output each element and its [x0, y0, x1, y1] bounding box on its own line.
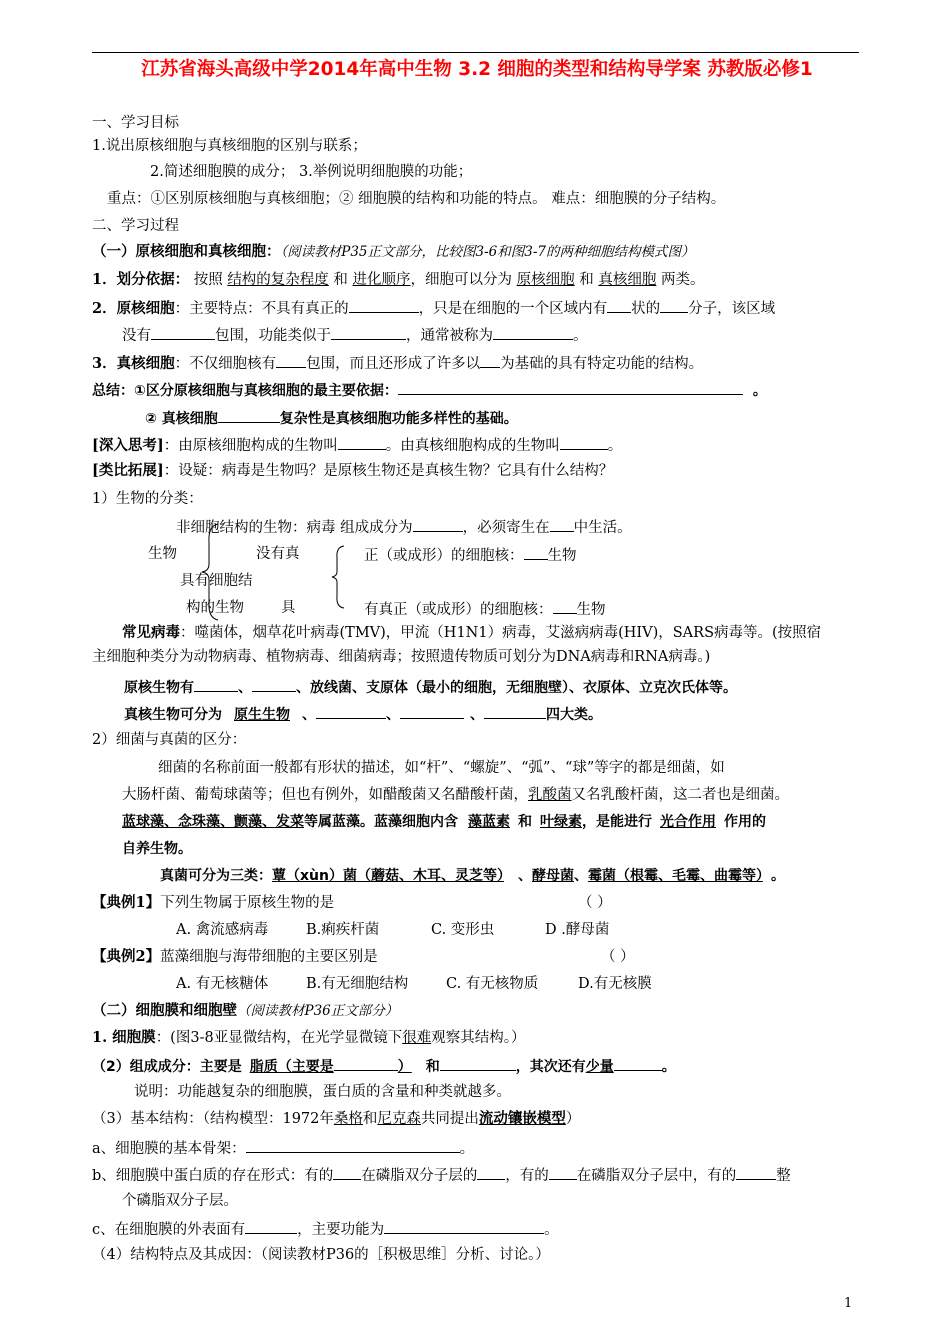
- answer-small-amount: 少量: [585, 1059, 614, 1075]
- text: 和: [362, 1111, 378, 1127]
- text: 包围，功能类似于: [215, 328, 331, 344]
- prokaryote-line-1: [92, 297, 775, 319]
- fill-blank[interactable]: [276, 352, 306, 368]
- text: 生物: [547, 548, 577, 564]
- composition-line: [92, 1055, 676, 1077]
- answer-fluid-mosaic-model: 流动镶嵌模型: [478, 1111, 566, 1127]
- text: ，有的: [505, 1168, 549, 1184]
- fill-blank[interactable]: [316, 703, 386, 719]
- fill-blank[interactable]: [246, 1137, 460, 1153]
- option-a[interactable]: A. 有无核糖体: [176, 976, 269, 992]
- text: 观察其结构。）: [431, 1030, 526, 1046]
- text: 正（或成形）的细胞核：: [364, 548, 524, 564]
- fill-blank[interactable]: [484, 703, 546, 719]
- fill-blank[interactable]: [560, 434, 608, 450]
- membrane-note: 说明：功能越复杂的细胞膜，蛋白质的含量和种类就越多。: [134, 1084, 511, 1100]
- text: a、细胞膜的基本骨架：: [92, 1141, 246, 1157]
- text: 。由真核细胞构成的生物叫: [385, 438, 560, 454]
- text: ，必须寄生在: [462, 520, 550, 536]
- text: 和: [425, 1059, 440, 1075]
- basis-text: 和: [579, 272, 594, 288]
- text: 、放线菌、支原体（最小的细胞，无细胞壁）、衣原体、立克次氏体等。: [296, 680, 737, 696]
- skeleton-line: [92, 1137, 474, 1159]
- text: 、: [386, 707, 400, 723]
- text: 状的: [631, 301, 661, 317]
- text: 。: [770, 868, 785, 884]
- bacteria-naming-2: [122, 785, 789, 805]
- no-true-label: 没有真: [256, 546, 300, 562]
- example-2-label: 【典例2】: [92, 948, 161, 965]
- basis-text: 按照: [193, 272, 223, 288]
- basis-line: [92, 270, 704, 290]
- answer-complexity: 结构的复杂程度: [227, 272, 329, 288]
- bacteria-fungi-title: 2）细菌与真菌的区分：: [92, 732, 247, 748]
- text: ，主要功能为: [297, 1222, 385, 1238]
- right-brace: [330, 544, 346, 610]
- text: ② 真核细胞: [145, 411, 218, 427]
- text: 中生活。: [573, 520, 632, 536]
- answer-lipids: 脂质（主要是: [249, 1059, 334, 1075]
- objective-1: 1.说出原核细胞与真核细胞的区别与联系；: [92, 138, 367, 154]
- text: 。: [544, 1222, 559, 1238]
- answer-singer: 桑格: [333, 1111, 363, 1127]
- text: 在磷脂双分子层中，有的: [576, 1168, 737, 1184]
- prokaryote-label: 2．原核细胞: [92, 300, 175, 317]
- fill-blank[interactable]: [660, 297, 688, 313]
- header-rule: [92, 52, 859, 53]
- text: 。: [661, 1059, 676, 1075]
- cellular-label-1: 具有细胞结: [180, 573, 253, 589]
- example-2-answer-slot[interactable]: （ ）: [601, 949, 635, 965]
- text: 总结：①区分原核细胞与真核细胞的最主要依据：: [92, 383, 398, 399]
- fill-blank[interactable]: [333, 1164, 361, 1180]
- cyanobacteria-line: [122, 812, 766, 832]
- structural-features-line: （4）结构特点及其成因：（阅读教材P36的［积极思维］分析、讨论。）: [92, 1247, 550, 1263]
- example-1-label: 【典例1】: [92, 894, 161, 911]
- text: 、: [573, 868, 588, 884]
- answer-lactobacillus: 乳酸菌: [528, 787, 572, 803]
- text: 分子，该区域: [688, 301, 776, 317]
- text: 。: [607, 438, 623, 454]
- basis-text: 两类。: [660, 272, 705, 288]
- text: ：噬菌体，烟草花叶病毒(TMV)，甲流（H1N1）病毒，艾滋病病毒(HIV)，SARS病毒等。(按照宿: [180, 625, 822, 641]
- basis-text: ，细胞可以分为: [410, 272, 513, 288]
- option-a[interactable]: A. 禽流感病毒: [176, 922, 269, 938]
- analogy-label: [类比拓展]: [92, 462, 164, 479]
- protein-forms-line-1: [92, 1164, 791, 1186]
- fill-blank[interactable]: [151, 324, 215, 340]
- text: 在磷脂双分子层的: [361, 1168, 478, 1184]
- section-heading-objectives: 一、学习目标: [92, 115, 179, 131]
- summary-2: [145, 407, 518, 429]
- answer-mushrooms: 蕈（xùn）菌（蘑菇、木耳、灵芝等）: [272, 868, 504, 884]
- text: 复杂性是真核细胞功能多样性的基础。: [279, 411, 518, 427]
- fill-blank[interactable]: [334, 1055, 398, 1071]
- part2-heading: [92, 1001, 398, 1021]
- text: 、: [517, 868, 532, 884]
- analogy-extension: [92, 461, 613, 481]
- fill-blank[interactable]: [400, 703, 464, 719]
- text: 整: [776, 1168, 791, 1184]
- text: ：由原核细胞构成的生物叫: [163, 438, 338, 454]
- fill-blank[interactable]: [550, 516, 574, 532]
- fill-blank[interactable]: [477, 1164, 505, 1180]
- fill-blank[interactable]: [493, 324, 573, 340]
- common-viruses: [122, 623, 821, 643]
- left-brace: [200, 522, 220, 622]
- section-heading-process: 二、学习过程: [92, 218, 179, 234]
- protein-forms-line-2: 个磷脂双分子层。: [122, 1193, 238, 1209]
- text: 和: [518, 814, 532, 830]
- text: 包围，而且还形成了许多以: [306, 356, 481, 372]
- page-number: 1: [844, 1296, 853, 1311]
- text: 生物: [576, 602, 606, 618]
- example-1-question: [92, 893, 334, 913]
- text: 、: [470, 707, 484, 723]
- text: b、细胞膜中蛋白质的存在形式：有的: [92, 1168, 334, 1184]
- text: 没有: [122, 328, 151, 344]
- fill-blank[interactable]: [218, 407, 280, 423]
- fill-blank[interactable]: [607, 297, 631, 313]
- part1-note: （阅读教材P35正文部分，比较图3-6和图3-7的两种细胞结构模式图）: [280, 244, 695, 260]
- prokaryote-organisms: [124, 676, 737, 698]
- text: ，只是在细胞的一个区域内有: [418, 301, 608, 317]
- algae-list: 蓝球藻、念珠藻、颤藻、发菜: [122, 814, 304, 830]
- fill-blank[interactable]: [549, 1164, 577, 1180]
- text: 非细胞结构的生物：病毒 组成成分为: [176, 520, 413, 536]
- option-c[interactable]: C. 有无核物质: [446, 976, 539, 992]
- text: ）: [397, 1059, 412, 1075]
- have-label: 具: [281, 600, 296, 616]
- text: 、: [302, 707, 316, 723]
- text: 原核生物有: [124, 680, 194, 696]
- common-viruses-label: 常见病毒: [122, 624, 180, 641]
- fill-blank[interactable]: [480, 352, 500, 368]
- basis-label: 1．划分依据：: [92, 271, 190, 288]
- text: 为基础的具有特定功能的结构。: [500, 356, 704, 372]
- text: 。: [752, 383, 767, 399]
- text: 。: [459, 1141, 475, 1157]
- prokaryote-branch: [364, 544, 577, 566]
- fill-blank[interactable]: [398, 379, 743, 395]
- basic-structure-line: [92, 1109, 580, 1129]
- text: 四大类。: [546, 707, 602, 723]
- answer-photosynthesis: 光合作用: [660, 814, 716, 830]
- autotroph-line: 自养生物。: [122, 841, 192, 857]
- part1-title: （一）原核细胞和真核细胞：: [92, 243, 281, 260]
- text: 蓝藻细胞与海带细胞的主要区别是: [160, 949, 378, 965]
- part2-note: （阅读教材P36正文部分）: [237, 1003, 399, 1019]
- answer-yeast: 酵母菌: [531, 868, 574, 884]
- answer-chlorophyll: 叶绿素: [540, 814, 582, 830]
- part1-heading: [92, 242, 695, 262]
- text: 有真正（或成形）的细胞核：: [364, 602, 553, 618]
- text: 、: [238, 680, 252, 696]
- option-b[interactable]: B.有无细胞结构: [306, 976, 409, 992]
- summary-1: [92, 379, 767, 401]
- option-d[interactable]: D .酵母菌: [545, 922, 610, 938]
- text: ：设疑：病毒是生物吗？是原核生物还是真核生物？它具有什么结构？: [163, 463, 614, 479]
- text: ，其次还有: [515, 1059, 586, 1075]
- eukaryote-organisms: [124, 703, 602, 725]
- membrane-line: [92, 1028, 525, 1048]
- answer-molds: 霉菌（根霉、毛霉、曲霉等）: [587, 868, 763, 884]
- text: 作用的: [724, 814, 766, 830]
- text: 真菌可分为三类：: [160, 868, 272, 884]
- glycocalyx-line: [92, 1218, 559, 1240]
- text: 。: [573, 328, 588, 344]
- option-c[interactable]: C. 变形虫: [431, 922, 495, 938]
- answer-nicolson: 尼克森: [377, 1111, 421, 1127]
- part2-title: （二）细胞膜和细胞壁: [92, 1002, 237, 1019]
- deep-thinking-label: [深入思考]: [92, 437, 164, 454]
- answer-phycocyanin: 藻蓝素: [468, 814, 510, 830]
- fill-blank[interactable]: [338, 434, 386, 450]
- noncellular-line: [176, 516, 632, 538]
- cellular-label-2: 构的生物: [186, 600, 244, 616]
- classification-title: 1）生物的分类：: [92, 491, 203, 507]
- fill-blank[interactable]: [194, 676, 238, 692]
- page-title: 江苏省海头高级中学2014年高中生物 3.2 细胞的类型和结构导学案 苏教版必修1: [141, 59, 813, 80]
- fill-blank[interactable]: [331, 324, 406, 340]
- text: 等属蓝藻。蓝藻细胞内含: [304, 814, 458, 830]
- text: ，是能进行: [582, 814, 652, 830]
- text: 大肠杆菌、葡萄球菌等；但也有例外，如醋酸菌又名醋酸杆菌，: [122, 787, 528, 803]
- prokaryote-line-2: [122, 324, 588, 346]
- option-d[interactable]: D.有无核膜: [578, 976, 652, 992]
- common-viruses-cont: 主细胞种类分为动物病毒、植物病毒、细菌病毒；按照遗传物质可划分为DNA病毒和RNA病毒。): [92, 649, 711, 665]
- text: c、在细胞膜的外表面有: [92, 1222, 246, 1238]
- answer-hard: 很难: [402, 1030, 432, 1046]
- text: ，通常被称为: [406, 328, 493, 344]
- answer-evolution: 进化顺序: [352, 272, 411, 288]
- fill-blank[interactable]: [440, 1055, 516, 1071]
- fill-blank[interactable]: [384, 1218, 544, 1234]
- membrane-label: 1. 细胞膜: [92, 1029, 156, 1046]
- example-1-answer-slot[interactable]: （ ）: [578, 895, 612, 911]
- text: ：不仅细胞核有: [174, 356, 277, 372]
- fill-blank[interactable]: [524, 544, 548, 560]
- fill-blank[interactable]: [349, 297, 419, 313]
- eukaryote-label: 3．真核细胞: [92, 355, 175, 372]
- fill-blank[interactable]: [413, 516, 463, 532]
- option-b[interactable]: B.痢疾杆菌: [306, 922, 380, 938]
- text: ：(图3-8亚显微结构，在光学显微镜下: [155, 1030, 403, 1046]
- fill-blank[interactable]: [245, 1218, 297, 1234]
- answer-eukaryotic: 真核细胞: [598, 272, 657, 288]
- eukaryote-branch: [364, 598, 606, 620]
- text: 真核生物可分为: [124, 707, 222, 723]
- key-points: 重点：①区别原核细胞与真核细胞；② 细胞膜的结构和功能的特点。 难点：细胞膜的分子结构。: [107, 191, 726, 207]
- text: ）: [565, 1111, 581, 1127]
- text: （3）基本结构：（结构模型：1972年: [92, 1111, 334, 1127]
- fill-blank[interactable]: [553, 598, 577, 614]
- text: 共同提出: [420, 1111, 479, 1127]
- fill-blank[interactable]: [614, 1055, 662, 1071]
- example-2-question: [92, 947, 378, 967]
- text: ：主要特点：不具有真正的: [174, 301, 349, 317]
- text: 下列生物属于原核生物的是: [160, 895, 335, 911]
- fill-blank[interactable]: [252, 676, 296, 692]
- answer-prokaryotic: 原核细胞: [516, 272, 575, 288]
- fill-blank[interactable]: [736, 1164, 776, 1180]
- organism-label: 生物: [148, 546, 177, 562]
- deep-thinking: [92, 434, 622, 456]
- fungi-line: [160, 866, 785, 886]
- text: （2）组成成分：主要是: [92, 1059, 242, 1075]
- eukaryote-line: [92, 352, 703, 374]
- bacteria-naming-1: 细菌的名称前面一般都有形状的描述，如“杆”、“螺旋”、“弧”、“球”等字的都是细菌，如: [158, 760, 725, 776]
- text: 又名乳酸杆菌，这二者也是细菌。: [571, 787, 789, 803]
- basis-text: 和: [333, 272, 348, 288]
- answer-protists: 原生生物: [234, 707, 290, 723]
- objective-2: 2.简述细胞膜的成分； 3.举例说明细胞膜的功能；: [150, 164, 473, 180]
